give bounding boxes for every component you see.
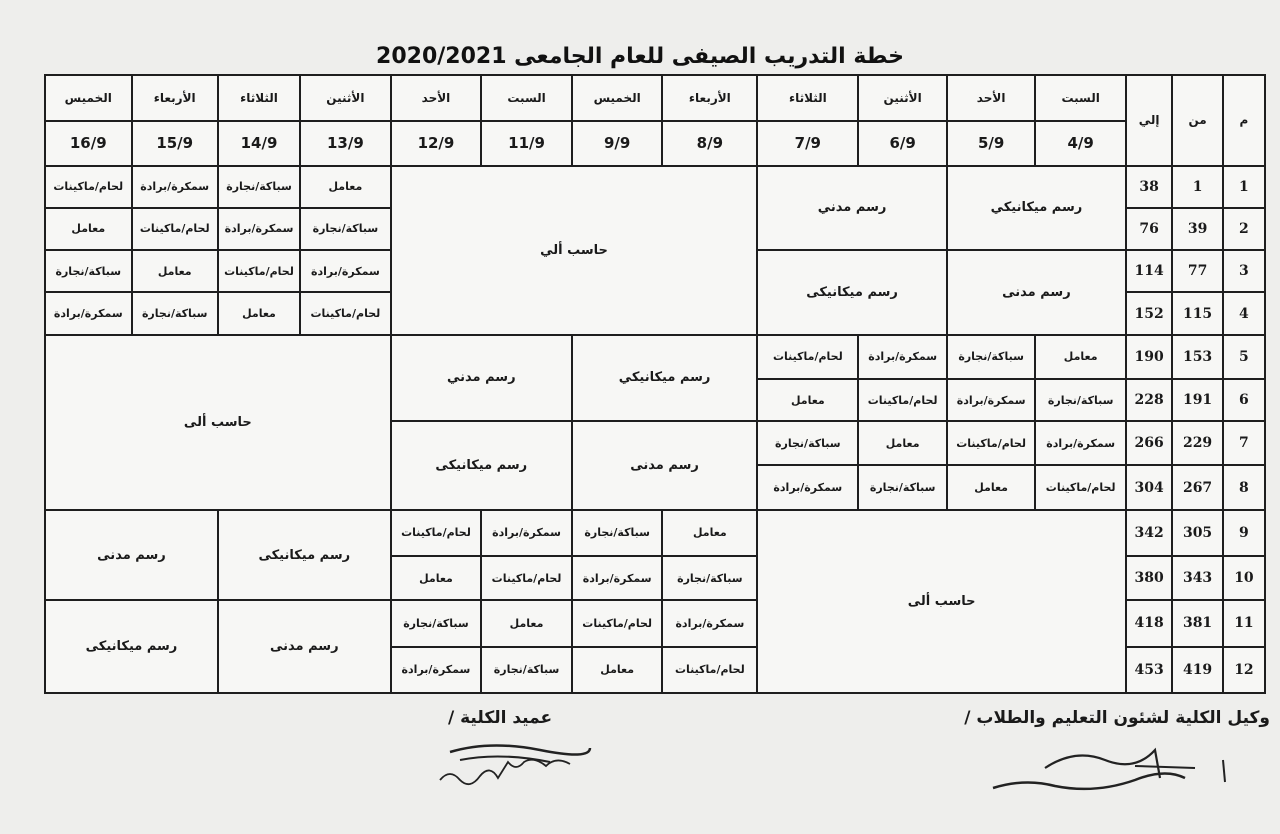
weld-mach-cell: لحام/ماكينات [858, 379, 946, 421]
day-header: السبت [1035, 75, 1126, 121]
row-number: 8 [1223, 465, 1265, 509]
lab-cell: معامل [662, 510, 757, 556]
range-to: 38 [1126, 166, 1172, 208]
date-header: 7/9 [757, 121, 858, 165]
lab-cell: معامل [45, 208, 132, 250]
day-header: الأربعاء [662, 75, 757, 121]
vice-dean-label: وكيل الكلية لشئون التعليم والطلاب / [964, 708, 1270, 728]
range-to: 266 [1126, 421, 1172, 465]
day-header: الأثنين [858, 75, 946, 121]
vice-dean-signature [985, 738, 1265, 798]
plumb-carp-cell: سباكة/نجارة [218, 166, 300, 208]
plumb-carp-cell: سباكة/نجارة [858, 465, 946, 509]
smith-file-cell: سمكرة/برادة [947, 379, 1035, 421]
row-number: 12 [1223, 647, 1265, 693]
table-row [45, 335, 1265, 379]
date-header: 8/9 [662, 121, 757, 165]
row-number: 6 [1223, 379, 1265, 421]
weld-mach-cell: لحام/ماكينات [1035, 465, 1126, 509]
dean-label: عميد الكلية / [448, 708, 553, 728]
civil-drawing-cell: رسم مدنى [947, 250, 1126, 335]
smith-file-cell: سمكرة/برادة [1035, 421, 1126, 465]
range-to: 114 [1126, 250, 1172, 292]
lab-cell: معامل [858, 421, 946, 465]
range-from: 1 [1172, 166, 1223, 208]
plumb-carp-cell: سباكة/نجارة [572, 510, 663, 556]
lab-cell: معامل [391, 556, 482, 600]
range-to: 418 [1126, 600, 1172, 646]
range-from: 191 [1172, 379, 1223, 421]
table-row [45, 510, 1265, 556]
weld-mach-cell: لحام/ماكينات [481, 556, 572, 600]
date-header: 11/9 [481, 121, 572, 165]
day-header: السبت [481, 75, 572, 121]
header-dates-row [45, 121, 1265, 165]
header-days-row [45, 75, 1265, 121]
dean-signature [430, 730, 600, 790]
plumb-carp-cell: سباكة/نجارة [757, 421, 858, 465]
day-header: الثلاثاء [757, 75, 858, 121]
range-from: 153 [1172, 335, 1223, 379]
row-number: 9 [1223, 510, 1265, 556]
smith-file-cell: سمكرة/برادة [218, 208, 300, 250]
weld-mach-cell: لحام/ماكينات [572, 600, 663, 646]
range-from: 229 [1172, 421, 1223, 465]
range-to: 342 [1126, 510, 1172, 556]
civil-drawing-cell: رسم مدني [757, 166, 947, 251]
lab-cell: معامل [1035, 335, 1126, 379]
smith-file-cell: سمكرة/برادة [391, 647, 482, 693]
day-header: الأثنين [300, 75, 391, 121]
range-from: 343 [1172, 556, 1223, 600]
date-header: 4/9 [1035, 121, 1126, 165]
mech-drawing-cell: رسم ميكانيكى [218, 510, 391, 601]
smith-file-cell: سمكرة/برادة [300, 250, 391, 292]
plumb-carp-cell: سباكة/نجارة [662, 556, 757, 600]
computer-cell: حاسب ألى [757, 510, 1126, 693]
range-from: 77 [1172, 250, 1223, 292]
date-header: 16/9 [45, 121, 132, 165]
plumb-carp-cell: سباكة/نجارة [45, 250, 132, 292]
range-from: 381 [1172, 600, 1223, 646]
date-header: 13/9 [300, 121, 391, 165]
to-header: إلي [1126, 75, 1172, 166]
range-to: 190 [1126, 335, 1172, 379]
weld-mach-cell: لحام/ماكينات [300, 292, 391, 334]
range-to: 228 [1126, 379, 1172, 421]
day-header: الخميس [572, 75, 663, 121]
plumb-carp-cell: سباكة/نجارة [391, 600, 482, 646]
lab-cell: معامل [572, 647, 663, 693]
day-header: الأحد [947, 75, 1035, 121]
computer-cell: حاسب ألى [45, 335, 391, 510]
plumb-carp-cell: سباكة/نجارة [481, 647, 572, 693]
day-header: الأربعاء [132, 75, 218, 121]
range-to: 304 [1126, 465, 1172, 509]
range-to: 453 [1126, 647, 1172, 693]
mech-drawing-cell: رسم ميكانيكي [572, 335, 757, 422]
range-to: 152 [1126, 292, 1172, 334]
range-to: 76 [1126, 208, 1172, 250]
day-header: الثلاثاء [218, 75, 300, 121]
lab-cell: معامل [132, 250, 218, 292]
weld-mach-cell: لحام/ماكينات [947, 421, 1035, 465]
smith-file-cell: سمكرة/برادة [132, 166, 218, 208]
row-number: 5 [1223, 335, 1265, 379]
row-number: 11 [1223, 600, 1265, 646]
date-header: 14/9 [218, 121, 300, 165]
weld-mach-cell: لحام/ماكينات [662, 647, 757, 693]
lab-cell: معامل [757, 379, 858, 421]
schedule-table [44, 74, 1266, 694]
weld-mach-cell: لحام/ماكينات [757, 335, 858, 379]
mech-drawing-cell: رسم ميكانيكى [45, 600, 218, 693]
page-title: خطة التدريب الصيفى للعام الجامعى 2020/2021 [376, 44, 904, 69]
range-from: 39 [1172, 208, 1223, 250]
day-header: الخميس [45, 75, 132, 121]
lab-cell: معامل [947, 465, 1035, 509]
computer-cell: حاسب ألي [391, 166, 758, 335]
weld-mach-cell: لحام/ماكينات [132, 208, 218, 250]
row-number: 3 [1223, 250, 1265, 292]
range-from: 419 [1172, 647, 1223, 693]
date-header: 9/9 [572, 121, 663, 165]
lab-cell: معامل [300, 166, 391, 208]
row-number: 4 [1223, 292, 1265, 334]
smith-file-cell: سمكرة/برادة [481, 510, 572, 556]
day-header: الأحد [391, 75, 482, 121]
mech-drawing-cell: رسم ميكانيكى [391, 421, 572, 510]
weld-mach-cell: لحام/ماكينات [391, 510, 482, 556]
date-header: 15/9 [132, 121, 218, 165]
row-number: 10 [1223, 556, 1265, 600]
weld-mach-cell: لحام/ماكينات [45, 166, 132, 208]
plumb-carp-cell: سباكة/نجارة [947, 335, 1035, 379]
smith-file-cell: سمكرة/برادة [757, 465, 858, 509]
civil-drawing-cell: رسم مدني [391, 335, 572, 422]
date-header: 5/9 [947, 121, 1035, 165]
weld-mach-cell: لحام/ماكينات [218, 250, 300, 292]
smith-file-cell: سمكرة/برادة [858, 335, 946, 379]
date-header: 12/9 [391, 121, 482, 165]
smith-file-cell: سمكرة/برادة [662, 600, 757, 646]
row-number: 2 [1223, 208, 1265, 250]
civil-drawing-cell: رسم مدنى [572, 421, 757, 510]
civil-drawing-cell: رسم مدنى [218, 600, 391, 693]
lab-cell: معامل [218, 292, 300, 334]
civil-drawing-cell: رسم مدنى [45, 510, 218, 601]
range-from: 115 [1172, 292, 1223, 334]
mech-drawing-cell: رسم ميكانيكى [757, 250, 947, 335]
plumb-carp-cell: سباكة/نجارة [1035, 379, 1126, 421]
serial-header: م [1223, 75, 1265, 166]
date-header: 6/9 [858, 121, 946, 165]
lab-cell: معامل [481, 600, 572, 646]
range-from: 267 [1172, 465, 1223, 509]
range-from: 305 [1172, 510, 1223, 556]
from-header: من [1172, 75, 1223, 166]
smith-file-cell: سمكرة/برادة [572, 556, 663, 600]
mech-drawing-cell: رسم ميكانيكي [947, 166, 1126, 251]
row-number: 7 [1223, 421, 1265, 465]
table-row [45, 166, 1265, 208]
row-number: 1 [1223, 166, 1265, 208]
range-to: 380 [1126, 556, 1172, 600]
smith-file-cell: سمكرة/برادة [45, 292, 132, 334]
plumb-carp-cell: سباكة/نجارة [132, 292, 218, 334]
plumb-carp-cell: سباكة/نجارة [300, 208, 391, 250]
